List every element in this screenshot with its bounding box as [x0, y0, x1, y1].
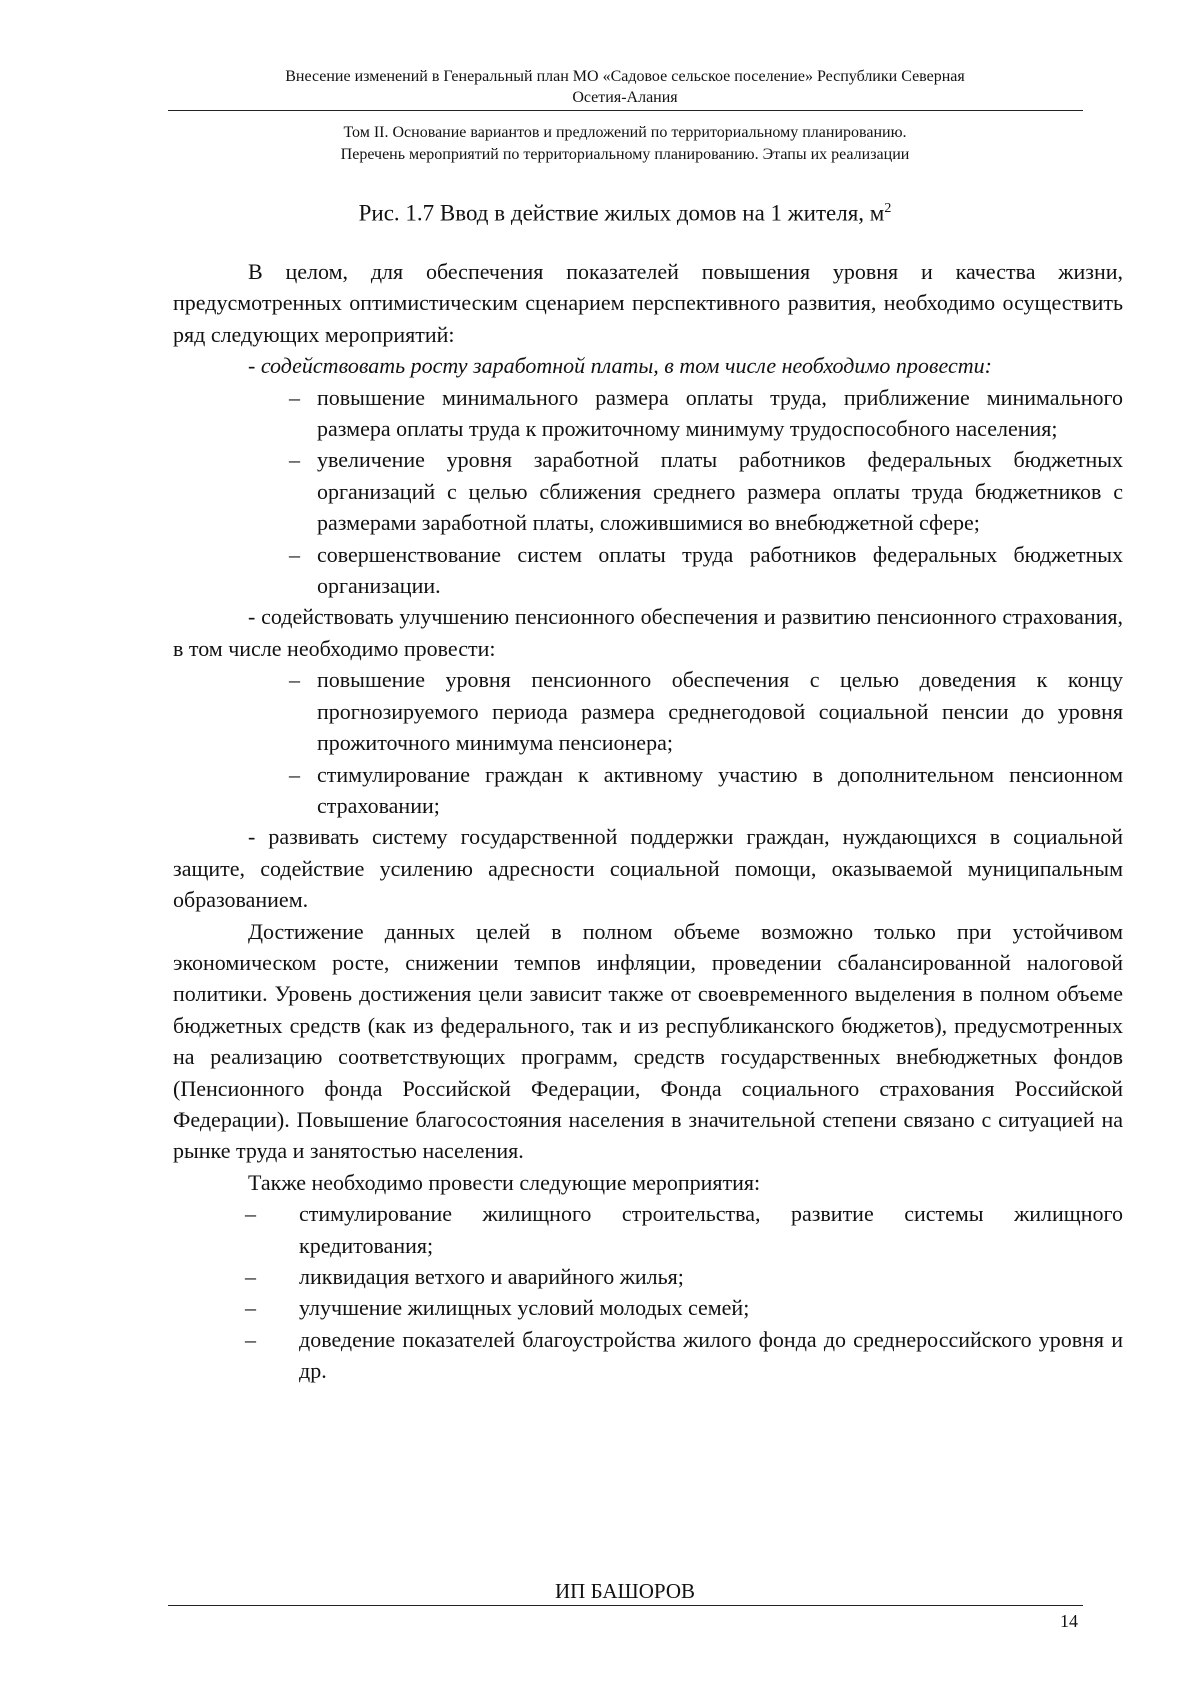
- list-item-text: доведение показателей благоустройства жилого фонда до среднероссийского уровня и др.: [299, 1326, 1123, 1384]
- list-item-text: ликвидация ветхого и аварийного жилья;: [299, 1264, 684, 1289]
- section-2-title: - содействовать улучшению пенсионного обеспечения и развитию пенсионного страхования, в том числе необходимо провести:: [173, 604, 1123, 661]
- goals-paragraph: Достижение данных целей в полном объеме возможно только при устойчивом экономическом росте, снижении темпов инфляции, проведении сбалансированной налоговой политики. Уровень достижения цели зависит также от своевременного выделения в полном объеме бюджетных средств (как из федерального, так и из республиканского бюджетов), предусмотренных на реализацию соответствующих программ, средств государственных внебюджетных фондов (Пенсионного фонда Российской Федерации, Фонда социального страхования Российской Федерации). Повышение благосостояния населения в значительной степени связано с ситуацией на рынке труда и занятостью населения.: [173, 918, 1123, 1164]
- list-item-text: совершенствование систем оплаты труда работников федеральных бюджетных организации.: [317, 541, 1123, 599]
- figure-caption-text: Рис. 1.7 Ввод в действие жилых домов на 1 жителя, м: [358, 200, 885, 226]
- list-item-text: стимулирование жилищного строительства, развитие системы жилищного кредитования;: [299, 1201, 1123, 1258]
- dash-bullet: –: [245, 1326, 256, 1352]
- list-item-text: повышение минимального размера оплаты труда, приближение минимального размера оплаты труда к прожиточному минимуму трудоспособного населения;: [317, 384, 1123, 442]
- figure-caption: [160, 194, 1090, 229]
- also-title: Также необходимо провести следующие мероприятия:: [248, 1169, 761, 1195]
- page-number: 14: [1060, 1611, 1078, 1631]
- list-item-text: стимулирование граждан к активному участию в дополнительном пенсионном страховании;: [317, 761, 1123, 818]
- list-item: [173, 1292, 1123, 1323]
- document-body: [173, 256, 1123, 1387]
- intro-paragraph: В целом, для обеспечения показателей повышения уровня и качества жизни, предусмотренных оптимистическим сценарием перспективного развития, необходимо осуществить ряд следующих мероприятий:: [173, 259, 1123, 347]
- dash-bullet: –: [245, 1201, 256, 1227]
- list-item-text: повышение уровня пенсионного обеспечения с целью доведения к концу прогнозируемого периода размера среднегодовой социальной пенсии до уровня прожиточного минимума пенсионера;: [317, 667, 1123, 756]
- list-item-text: увеличение уровня заработной платы работников федеральных бюджетных организаций с целью сближения среднего размера оплаты труда бюджетников с размерами заработной платы, сложившимися во внебюджетной сфере;: [317, 447, 1123, 536]
- list-item: [173, 382, 1123, 445]
- dash-bullet: –: [289, 667, 300, 693]
- list-item-text: улучшение жилищных условий молодых семей;: [299, 1295, 750, 1321]
- list-item: [173, 539, 1123, 602]
- volume-header: [160, 122, 1090, 166]
- footer-company: ИП БАШОРОВ: [555, 1579, 695, 1603]
- footer-divider: [168, 1605, 1083, 1606]
- section-3-paragraph: - развивать систему государственной поддержки граждан, нуждающихся в социальной защите, содействие усилению адресности социальной помощи, оказываемой муниципальным образованием.: [173, 824, 1123, 913]
- section-1-title: - содействовать росту заработной платы, в том числе необходимо провести:: [248, 353, 992, 379]
- running-header: [160, 66, 1090, 108]
- list-item: [173, 1198, 1123, 1261]
- header-line-4: Перечень мероприятий по территориальному планированию. Этапы их реализации: [340, 146, 910, 163]
- header-line-2: Осетия-Алания: [572, 89, 678, 106]
- list-item: [173, 1261, 1123, 1292]
- dash-bullet: –: [289, 541, 300, 567]
- header-divider: [168, 110, 1083, 111]
- dash-bullet: –: [289, 447, 300, 473]
- header-line-1: Внесение изменений в Генеральный план МО «Садовое сельское поселение» Республики Северная: [285, 68, 965, 85]
- header-line-3: Том II. Основание вариантов и предложений по территориальному планированию.: [343, 124, 907, 141]
- dash-bullet: –: [289, 761, 300, 787]
- dash-bullet: –: [245, 1295, 256, 1321]
- list-item: [173, 759, 1123, 822]
- dash-bullet: –: [289, 384, 300, 410]
- list-item: [173, 1324, 1123, 1387]
- dash-bullet: –: [245, 1264, 256, 1289]
- list-item: [173, 444, 1123, 538]
- list-item: [173, 664, 1123, 758]
- figure-caption-superscript: 2: [884, 201, 892, 216]
